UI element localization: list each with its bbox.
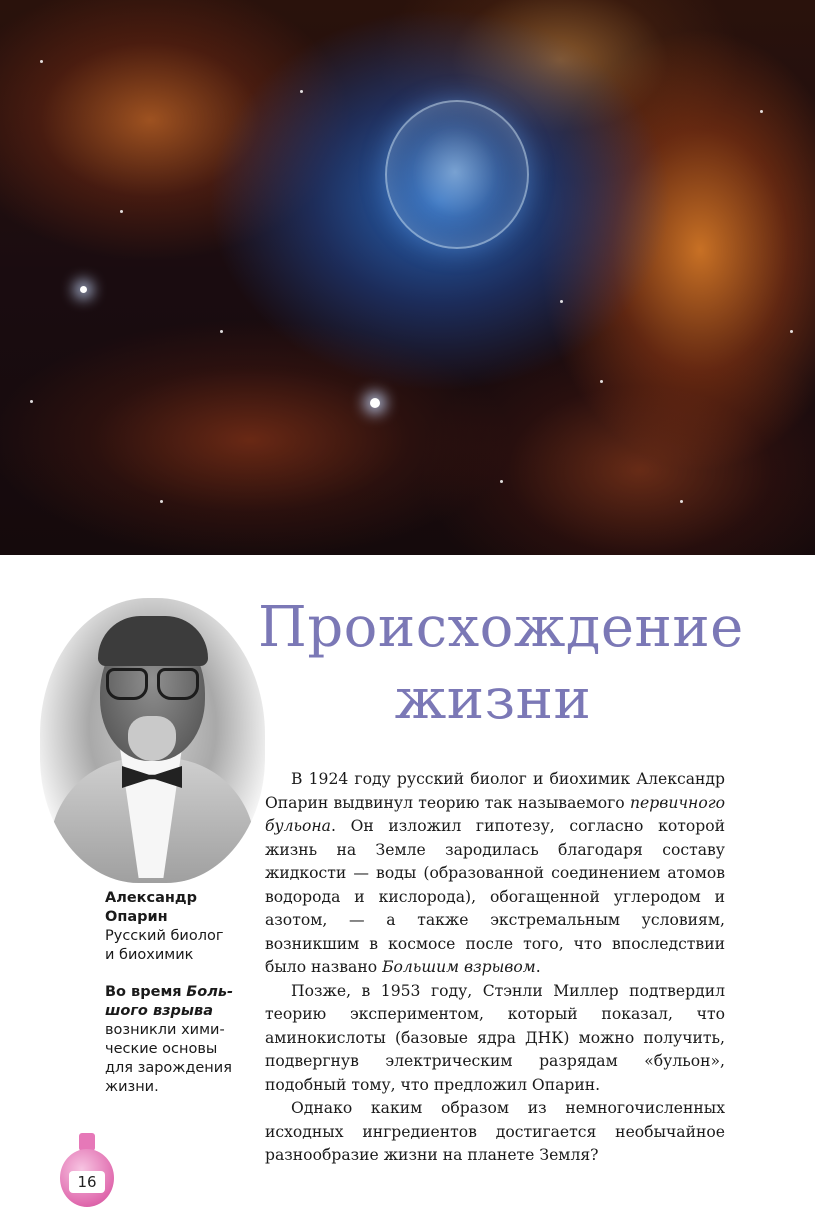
note-bold-italic-2: шого взрыва	[105, 1003, 213, 1019]
page-number-bottle-icon	[58, 1133, 116, 1209]
caption-name-2: Опарин	[105, 909, 168, 925]
p1-text-c: .	[535, 958, 541, 976]
portrait-photo	[40, 598, 265, 883]
note-bold-italic-1: Боль-	[186, 984, 234, 1000]
note-line-1: возникли хими-	[105, 1022, 225, 1038]
note-bold-1: Во время	[105, 984, 182, 1000]
portrait-glasses-left	[106, 668, 148, 700]
nebula-image	[0, 0, 815, 555]
title-line-1: Происхождение	[258, 595, 744, 660]
star	[160, 500, 163, 503]
star	[80, 286, 87, 293]
star	[30, 400, 33, 403]
portrait-glasses-right	[157, 668, 199, 700]
caption-role-1: Русский биолог	[105, 928, 224, 944]
p1-text-b: . Он изложил гипотезу, согласно которой жизнь на Земле зародилась благодаря составу жидкости — воды (образованной соединением атомов водорода и кислорода), обогащенной углеродом и азотом, — а также экстремальным условиям, возникшим в космосе после того, что впоследствии было названо	[265, 817, 725, 976]
paragraph-1	[265, 768, 725, 980]
note-line-4: жизни.	[105, 1079, 159, 1095]
title-line-2: жизни	[394, 667, 592, 732]
star	[680, 500, 683, 503]
portrait-beard	[128, 716, 176, 761]
p1-text-a: В 1924 году русский биолог и биохимик Александр Опарин выдвинул теорию так называемого	[265, 770, 725, 812]
caption-role-2: и биохимик	[105, 947, 194, 963]
caption-name-1: Александр	[105, 890, 198, 906]
paragraph-2: Позже, в 1953 году, Стэнли Миллер подтвердил теорию экспериментом, который показал, что аминокислоты (базовые ядра ДНК) можно получить, подвергнув электрическим разрядам «бульон», подобный тому, что предложил Опарин.	[265, 981, 725, 1094]
page-number: 16	[69, 1171, 105, 1193]
star	[40, 60, 43, 63]
article-body	[265, 768, 725, 1168]
page-title	[258, 592, 744, 736]
star	[220, 330, 223, 333]
paragraph-3: Однако каким образом из немногочисленных исходных ингредиентов достигается необычайное разнообразие жизни на планете Земля?	[265, 1099, 725, 1164]
star	[500, 480, 503, 483]
p1-italic-1: первичного бульона	[265, 793, 725, 835]
star	[560, 300, 563, 303]
note-line-2: ческие основы	[105, 1041, 218, 1057]
star	[600, 380, 603, 383]
portrait-hair	[98, 616, 208, 666]
star	[120, 210, 123, 213]
star	[790, 330, 793, 333]
p1-italic-2: Большим взрывом	[382, 958, 536, 976]
star	[300, 90, 303, 93]
note-line-3: для зарождения	[105, 1060, 232, 1076]
star	[760, 110, 763, 113]
bright-star	[370, 398, 380, 408]
portrait-caption	[105, 889, 245, 965]
side-note	[105, 983, 245, 1097]
bubble-nebula	[385, 100, 529, 249]
